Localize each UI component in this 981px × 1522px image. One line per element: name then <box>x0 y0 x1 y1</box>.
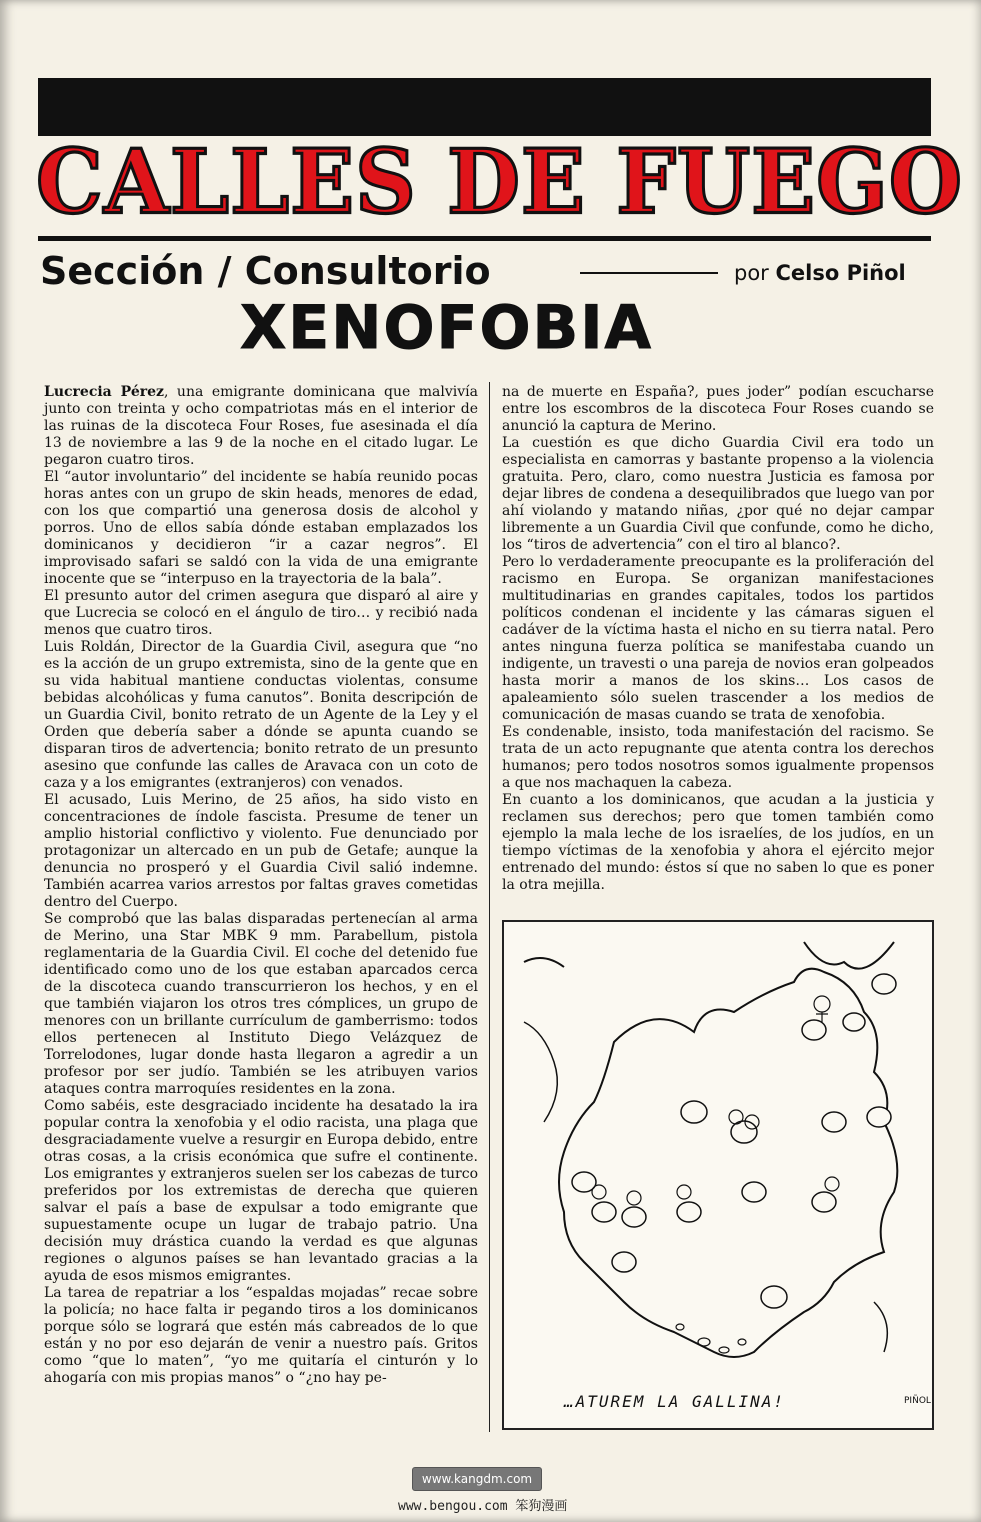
author-name: Celso Piñol <box>775 261 906 285</box>
egg-group <box>572 974 896 1308</box>
masthead-title: CALLES DE FUEGO <box>36 129 964 234</box>
masthead-band <box>38 78 931 136</box>
article-paragraph: En cuanto a los dominicanos, que acudan a la justicia y reclamen sus derechos; pero que tomen también como ejemplo la mala leche de los israelíes, de los judíos, en un tiempo víctimas de la xenofobia y ahora el ejército mejor entrenado del mundo: éstos sí que no saben lo que es poner la otra mejilla. <box>502 792 934 893</box>
article-paragraph: Es condenable, insisto, toda manifestación del racismo. Se trata de un acto repugnante que atenta contra los derechos humanos; pero todos nosotros somos igualmente propensos a que nos machaquen la cabeza. <box>502 724 934 791</box>
article-column-right <box>502 384 934 914</box>
article-paragraph: Luis Roldán, Director de la Guardia Civil, asegura que “no es la acción de un grupo extremista, sino de la gente que en su vida habitual mantiene conductas violentas, consume bebidas alcohólicas y fuma canutos”. Bonita descripción de un Guardia Civil, bonito retrato de un Agente de la Ley y el Orden que debería saber a dónde se apunta cuando se disparan tiros de advertencia; bonito retrato de un presunto asesino que confunde las calles de Aravaca con un coto de caza y a los emigrantes (extranjeros) con venados. <box>44 639 478 791</box>
article-column-left <box>44 384 478 1444</box>
map-outline <box>524 942 897 1357</box>
site-badge: www.kangdm.com <box>412 1467 542 1491</box>
lead-name: Lucrecia Pérez <box>44 384 164 400</box>
article-paragraph: El “autor involuntario” del incidente se había reunido pocas horas antes con un grupo de skin heads, menores de edad, con los que compartió una generosa dosis de alcohol y porros. Uno de ellos sabía dónde estaban emplazados los dominicanos y decidieron “ir a cazar negros”. El improvisado safari se saldó con la vida de una emigrante inocente que se “interpuso en la trayectoria de la bala”. <box>44 469 478 587</box>
cartoon-caption: …ATUREM LA GALLINA! <box>564 1392 786 1411</box>
byline-prefix: por <box>734 261 769 285</box>
cartoon-illustration <box>504 922 932 1428</box>
cartoon-signature: PIÑOL <box>904 1396 931 1406</box>
headline: XENOFOBIA <box>240 293 653 363</box>
article-paragraph: Pero lo verdaderamente preocupante es la proliferación del racismo en Europa. Se organizan manifestaciones multitudinarias en grandes capitales, todos los partidos políticos condenan el incidente y las cámaras siguen el cadáver de la víctima hasta el nicho en su tierra natal. Pero antes ninguna fuerza política se manifestaba cuando un indigente, un travesti o una pareja de novios eran golpeados hasta morir a manos de los skins… Los casos de apaleamiento sólo suelen trascender a los medios de comunicación de masas cuando se trata de xenofobia. <box>502 554 934 723</box>
article-paragraph: La tarea de repatriar a los “espaldas mojadas” recae sobre la policía; no hace falta ir pegando tiros a los dominicanos porque sólo se logrará que estén más cabreados de lo que están y no por eso dejarán de venir a nuestro país. Gritos como “que lo maten”, “yo me quitaría el cinturón y lo ahogaría con mis propias manos” o “¿no hay pe- <box>44 1285 478 1386</box>
article-paragraph: Lucrecia Pérez, una emigrante dominicana que malvivía junto con treinta y ocho compatriotas más en el interior de las ruinas de la discoteca Four Roses, fue asesinada el día 13 de noviembre a las 9 de la noche en el citado lugar. Le pegaron cuatro tiros. <box>44 384 478 468</box>
cartoon-panel <box>502 920 934 1430</box>
article-paragraph: na de muerte en España?, pues joder” podían escucharse entre los escombros de la discoteca Four Roses cuando se anunció la captura de Merino. <box>502 384 934 434</box>
article-paragraph: La cuestión es que dicho Guardia Civil era todo un especialista en camorras y bastante propenso a la violencia gratuita. Pero, claro, como nuestra Justicia es famosa por dejar libres de condena a desequilibrados que luego van por ahí violando y matando niñas, ¿por qué no dejar campar libremente a un Guardia Civil que confunde, como he dicho, los “tiros de advertencia” con el tiro al blanco?. <box>502 435 934 553</box>
article-paragraph: El presunto autor del crimen asegura que disparó al aire y que Lucrecia se colocó en el ángulo de tiro… y recibió nada menos que cuatro tiros. <box>44 588 478 638</box>
footer-watermark: www.bengou.com 笨狗漫画 <box>398 1499 568 1514</box>
article-paragraph: El acusado, Luis Merino, de 25 años, ha sido visto en concentraciones de índole fascista. Presume de tener un amplio historial conflictivo y violento. Fue denunciado por protagonizar un altercado en un pub de Getafe; aunque la denuncia no prosperó y el Guardia Civil salió indemne. También acarrea varios arrestos por faltas graves cometidas dentro del Cuerpo. <box>44 792 478 910</box>
masthead-rule <box>38 236 931 241</box>
column-divider <box>489 382 490 1432</box>
section-divider <box>580 272 718 274</box>
article-paragraph: Se comprobó que las balas disparadas pertenecían al arma de Merino, una Star MBK 9 mm. Parabellum, pistola reglamentaria de la Guardia Civil. El coche del detenido fue identificado como uno de los que estaban aparcados cerca de la discoteca cuando transcurrieron los hechos, y en el que también viajaron los otros tres cómplices, un grupo de menores con un brillante currículum de gamberrismo: todos ellos pertenecen al Instituto Diego Velázquez de Torrelodones, lugar donde hasta llegaron a agredir a un profesor por ser judío. También se les atribuyen varios ataques contra marroquíes residentes en la zona. <box>44 911 478 1097</box>
byline <box>734 258 906 288</box>
section-title: Sección / Consultorio <box>40 249 491 293</box>
article-paragraph: Como sabéis, este desgraciado incidente ha desatado la ira popular contra la xenofobia y el odio racista, una plaga que desgraciadamente vuelve a resurgir en Europa debido, entre otras cosas, a la crisis económica que sufre el continente. Los emigrantes y extranjeros suelen ser los cabezas de turco preferidos por los extremistas de derecha que quieren salvar el país a base de expulsar a todo emigrante que supuestamente ocupe un lugar de trabajo patrio. Una decisión muy drástica cuando la verdad es que algunas regiones o algunos países se han levantado gracias a la ayuda de esos mismos emigrantes. <box>44 1098 478 1284</box>
